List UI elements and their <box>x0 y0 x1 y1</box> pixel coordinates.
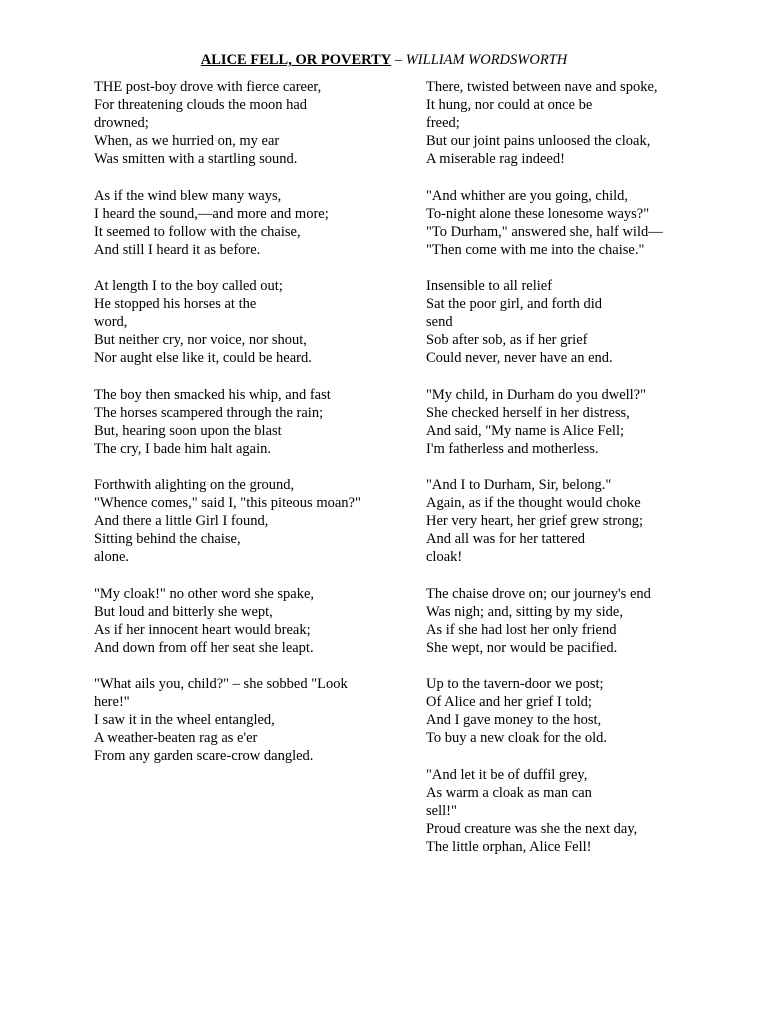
poem-line: For threatening clouds the moon had <box>94 97 308 114</box>
poem-line: At length I to the boy called out; <box>94 278 283 295</box>
stanza <box>426 675 746 747</box>
poem-line: As warm a cloak as man can <box>426 784 592 801</box>
poem-line: She checked herself in her distress, <box>426 404 630 421</box>
poem-line: I'm fatherless and motherless. <box>426 440 599 457</box>
poem-line: Up to the tavern-door we post; <box>426 676 604 693</box>
stanza <box>426 78 746 168</box>
poem-line: As if she had lost her only friend <box>426 621 617 638</box>
poem-title: ALICE FELL, OR POVERTY <box>200 52 392 68</box>
stanza <box>94 585 414 657</box>
poem-line: "And I to Durham, Sir, belong." <box>426 477 612 494</box>
poem-line: Could never, never have an end. <box>426 350 613 367</box>
poem-line: freed; <box>426 115 460 132</box>
poem-line: THE post-boy drove with fierce career, <box>94 79 322 95</box>
poem-line: "Then come with me into the chaise." <box>426 241 645 258</box>
poem-line: But, hearing soon upon the blast <box>94 422 282 439</box>
poem-line: Was nigh; and, sitting by my side, <box>426 603 623 620</box>
poem-line: Insensible to all relief <box>426 278 553 295</box>
poem-line: It seemed to follow with the chaise, <box>94 223 301 240</box>
poem-line: As if her innocent heart would break; <box>94 621 311 638</box>
poem-line: As if the wind blew many ways, <box>94 187 282 204</box>
poem-line: Sat the poor girl, and forth did <box>426 296 602 313</box>
poem-line: Sitting behind the chaise, <box>94 531 241 548</box>
stanza <box>426 585 746 657</box>
poem-line: A weather-beaten rag as e'er <box>94 730 258 747</box>
poem-line: And down from off her seat she leapt. <box>94 639 314 656</box>
stanza <box>426 476 746 566</box>
poem-line: "And let it be of duffil grey, <box>426 766 588 783</box>
poem-line: Of Alice and her grief I told; <box>426 694 592 711</box>
right-column <box>426 78 746 874</box>
stanza <box>94 277 414 367</box>
poem-line: She wept, nor would be pacified. <box>426 639 618 656</box>
poem-line: And I gave money to the host, <box>426 712 602 729</box>
stanza <box>94 675 414 765</box>
poem-line: The boy then smacked his whip, and fast <box>94 386 331 403</box>
poem-line: To-night alone these lonesome ways?" <box>426 205 650 222</box>
poem-line: He stopped his horses at the <box>94 296 257 313</box>
stanza <box>426 766 746 856</box>
poem-author: WILLIAM WORDSWORTH <box>405 52 568 68</box>
poem-line: sell!" <box>426 802 457 819</box>
poem-line: Her very heart, her grief grew strong; <box>426 513 644 530</box>
stanza <box>426 187 746 259</box>
poem-line: word, <box>94 314 128 331</box>
poem-line: "My cloak!" no other word she spake, <box>94 585 315 602</box>
poem-line: Proud creature was she the next day, <box>426 820 638 837</box>
poem-line: And still I heard it as before. <box>94 241 261 258</box>
stanza <box>94 476 414 566</box>
poem-line: And said, "My name is Alice Fell; <box>426 422 625 439</box>
stanza <box>94 386 414 458</box>
poem-line: drowned; <box>94 115 149 132</box>
poem-line: cloak! <box>426 549 463 566</box>
title-separator: – <box>391 52 406 68</box>
stanza <box>426 386 746 458</box>
poem-line: "My child, in Durham do you dwell?" <box>426 386 647 403</box>
stanza <box>94 78 414 168</box>
poem-line: Nor aught else like it, could be heard. <box>94 350 312 367</box>
poem-line: send <box>426 314 453 331</box>
poem-line: There, twisted between nave and spoke, <box>426 79 658 95</box>
left-column <box>94 78 414 784</box>
poem-line: here!" <box>94 694 130 711</box>
poem-line: The cry, I bade him halt again. <box>94 440 272 457</box>
poem-line: And there a little Girl I found, <box>94 513 269 530</box>
poem-line: From any garden scare-crow dangled. <box>94 748 314 765</box>
poem-line: "What ails you, child?" – she sobbed "Look <box>94 676 348 693</box>
poem-line: "Whence comes," said I, "this piteous moan?" <box>94 495 361 512</box>
poem-line: The chaise drove on; our journey's end <box>426 585 651 602</box>
poem-line: alone. <box>94 549 130 566</box>
poem-line: And all was for her tattered <box>426 531 586 548</box>
document-title <box>0 51 768 69</box>
poem-line: The horses scampered through the rain; <box>94 404 324 421</box>
poem-line: When, as we hurried on, my ear <box>94 133 280 150</box>
poem-line: To buy a new cloak for the old. <box>426 730 607 747</box>
poem-line: It hung, nor could at once be <box>426 97 593 114</box>
poem-line: But neither cry, nor voice, nor shout, <box>94 332 307 349</box>
poem-line: Again, as if the thought would choke <box>426 495 641 512</box>
poem-line: The little orphan, Alice Fell! <box>426 838 592 855</box>
poem-line: But loud and bitterly she wept, <box>94 603 273 620</box>
poem-line: A miserable rag indeed! <box>426 151 565 168</box>
poem-line: I saw it in the wheel entangled, <box>94 712 275 729</box>
poem-line: Forthwith alighting on the ground, <box>94 477 295 494</box>
poem-line: Was smitten with a startling sound. <box>94 151 298 168</box>
poem-line: "To Durham," answered she, half wild— <box>426 223 663 240</box>
poem-line: "And whither are you going, child, <box>426 187 629 204</box>
stanza <box>94 187 414 259</box>
poem-line: Sob after sob, as if her grief <box>426 332 588 349</box>
stanza <box>426 277 746 367</box>
poem-line: I heard the sound,—and more and more; <box>94 205 329 222</box>
poem-line: But our joint pains unloosed the cloak, <box>426 133 651 150</box>
